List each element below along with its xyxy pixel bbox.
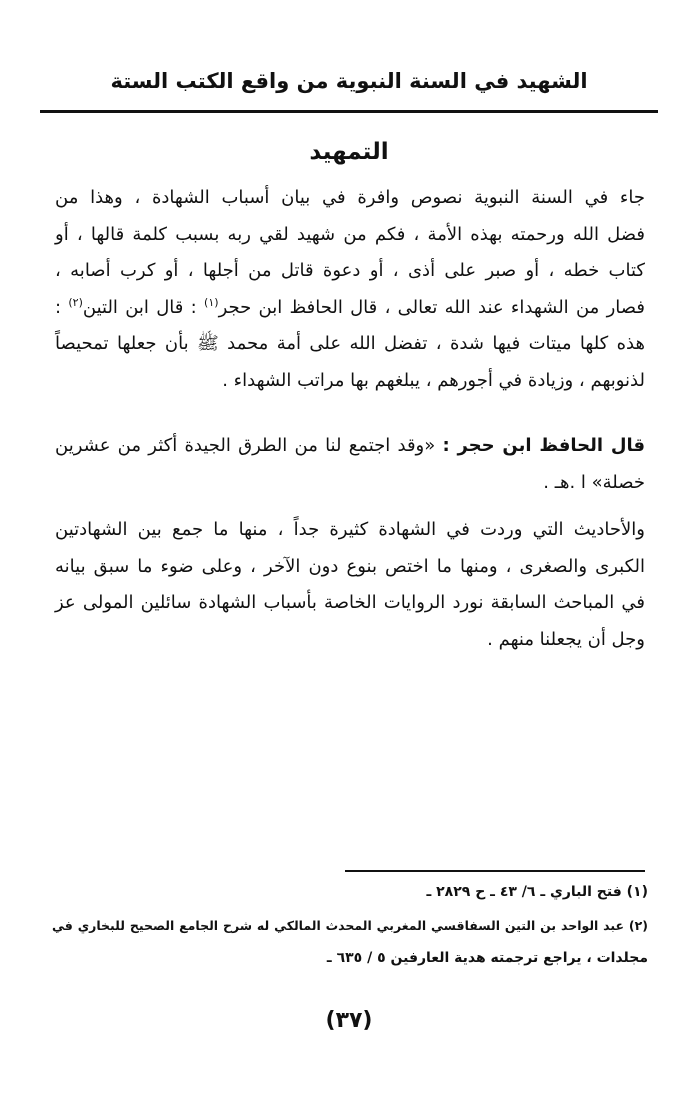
text-line: فضل الله ورحمته بهذه الأمة ، فكم من شهيد لقي ربه بسبب كلمة قالها ، أو (55, 223, 645, 245)
footnote-2-line-1: (٢) عبد الواحد بن التين السفاقسي المغربي المحدث المالكي له شرح الجامع الصحيح للبخاري في (52, 918, 648, 933)
text-segment: : (55, 296, 69, 318)
running-header-title: الشهيد في السنة النبوية من واقع الكتب الستة (110, 69, 588, 93)
footnote-2-line-2: مجلدات ، يراجع ترجمته هدية العارفين ٥ / ٦٣٥ ـ (326, 950, 648, 966)
header-rule (40, 110, 658, 113)
text-line: والأحاديث التي وردت في الشهادة كثيرة جداً ، منها ما جمع بين الشهادتين (55, 519, 645, 540)
footnote-marker-1: (١) (204, 295, 219, 309)
text-line: خصلة» ا .هـ . (543, 471, 645, 493)
text-line: الكبرى والصغرى ، ومنها ما اختص بنوع دون الآخر ، وعلى ضوء ما سبق بيانه (55, 555, 645, 577)
text-line: في المباحث السابقة نورد الروايات الخاصة بأسباب الشهادة سائلين المولى عز (55, 592, 645, 614)
footnote-rule (345, 870, 645, 872)
footnotes (52, 876, 648, 975)
text-segment: فصار من الشهداء عند الله تعالى ، قال الحافظ ابن حجر (218, 296, 645, 318)
paragraph-1 (55, 180, 645, 400)
text-segment: : قال ابن التين (82, 296, 205, 318)
section-title: التمهيد (309, 139, 389, 165)
text-line: وجل أن يجعلنا منهم . (487, 628, 645, 650)
footnote-marker-2: (٢) (68, 295, 83, 309)
paragraph-2 (55, 428, 645, 501)
footnote-1: (١) فتح الباري ـ ٦/ ٤٣ ـ ح ٢٨٢٩ ـ (426, 884, 648, 900)
text-line: لذنوبهم ، وزيادة في أجورهم ، يبلغهم بها مراتب الشهداء . (222, 369, 645, 391)
text-line-with-footnotes (55, 290, 645, 327)
paragraph-3 (55, 512, 645, 658)
quote-text: «وقد اجتمع لنا من الطرق الجيدة أكثر من عشرين (55, 435, 443, 456)
text-line: هذه كلها ميتات فيها شدة ، تفضل الله على أمة محمد ﷺ بأن جعلها تمحيصاً (55, 333, 645, 355)
quote-attribution: قال الحافظ ابن حجر : (442, 435, 645, 456)
text-line: كتاب خطه ، أو صبر على أذى ، أو دعوة قاتل من أجلها ، أو كرب أصابه ، (55, 260, 645, 282)
text-line (55, 428, 645, 465)
page-number: (٣٧) (325, 1008, 373, 1033)
text-line: جاء في السنة النبوية نصوص وافرة في بيان أسباب الشهادة ، وهذا من (55, 187, 645, 208)
